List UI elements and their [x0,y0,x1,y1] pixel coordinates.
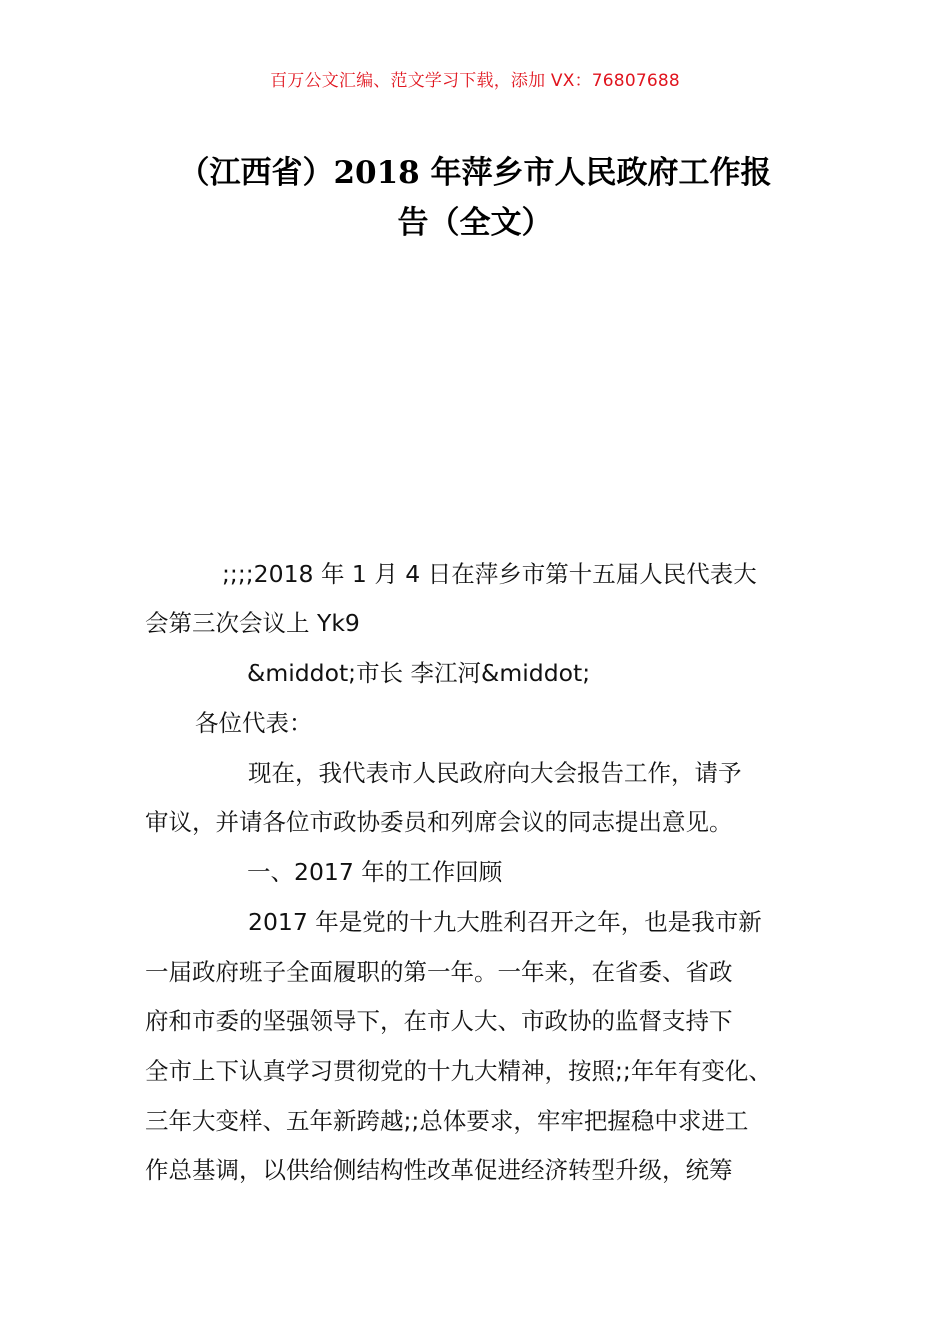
dateline-text: ;;;;2018 年 1 月 4 日在萍乡市第十五届人民代表大 [222,560,757,588]
salutation: 各位代表： [195,709,313,737]
paragraph-review: 2017 年是党的十九大胜利召开之年，也是我市新 [248,908,762,936]
paragraph-review-line-4: 全市上下认真学习贯彻党的十九大精神，按照;;年年有变化、 [145,1057,772,1085]
paragraph-intro-continued: 审议，并请各位市政协委员和列席会议的同志提出意见。 [145,808,733,836]
paragraph-intro: 现在，我代表市人民政府向大会报告工作，请予 [248,759,742,787]
title-line-1: （江西省）2018 年萍乡市人民政府工作报 [178,155,772,191]
speaker-line: &middot;市长 李江河&middot; [247,659,591,687]
promo-header-text: 百万公文汇编、范文学习下载，添加 VX：76807688 [270,71,680,91]
section-heading: 一、2017 年的工作回顾 [247,858,503,886]
paragraph-review-line-5: 三年大变样、五年新跨越;;总体要求，牢牢把握稳中求进工 [145,1107,749,1135]
paragraph-review-line-2: 一届政府班子全面履职的第一年。一年来，在省委、省政 [145,958,733,986]
paragraph-review-line-3: 府和市委的坚强领导下，在市人大、市政协的监督支持下 [145,1007,733,1035]
title-line-2: 告（全文） [397,205,553,241]
dateline-text-continued: 会第三次会议上 Yk9 [145,609,360,637]
document-title [130,148,820,248]
paragraph-review-line-6: 作总基调，以供给侧结构性改革促进经济转型升级，统筹 [145,1156,733,1184]
